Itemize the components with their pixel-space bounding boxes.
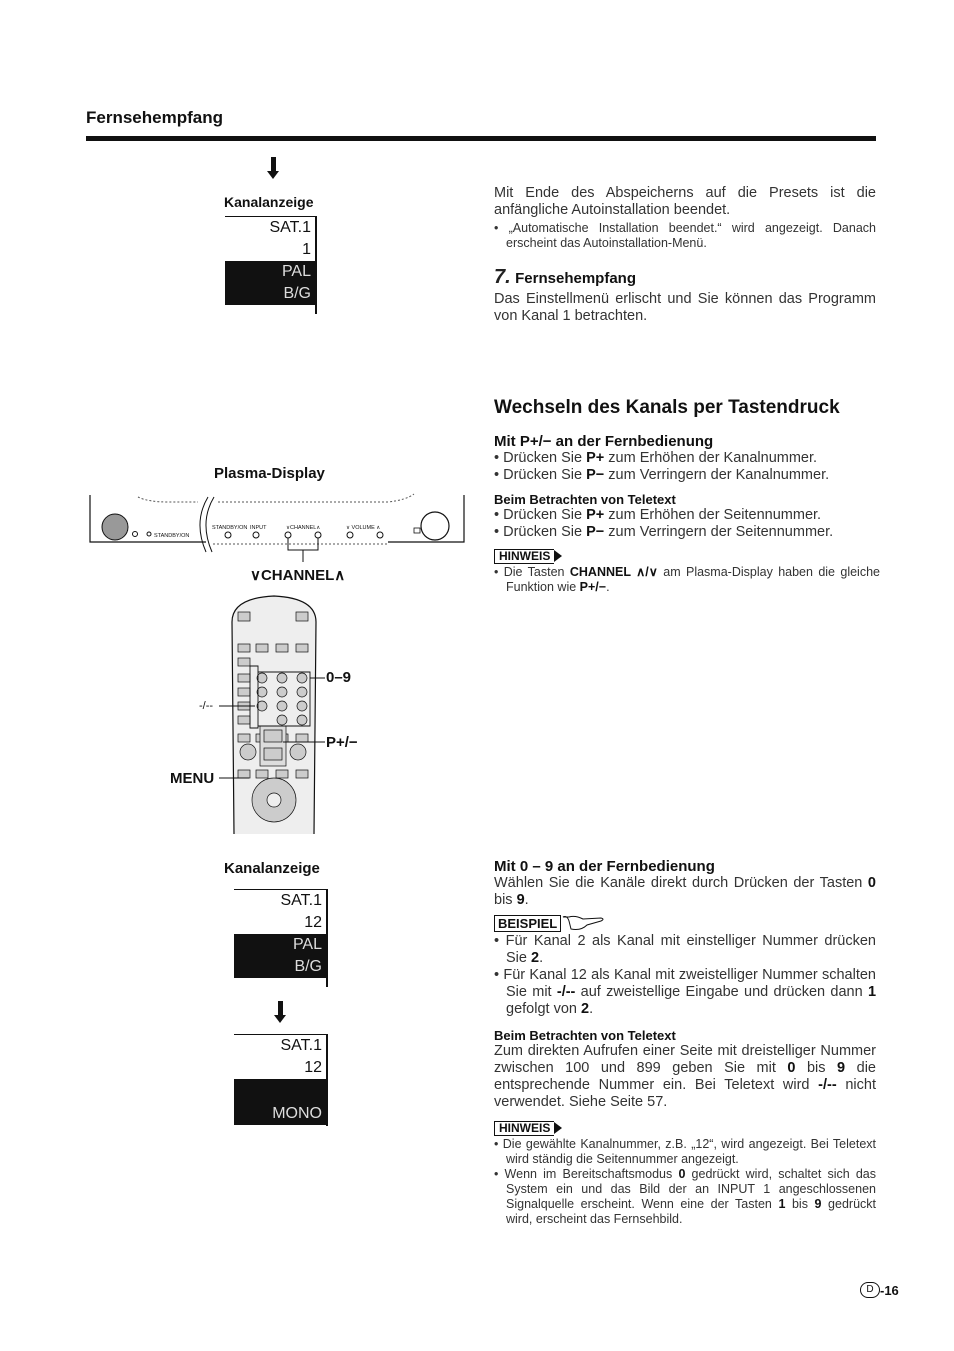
sub2-e2-pre: Für Kanal 12 als Kanal mit zweistelliger Nummer schalten Sie mit [503,967,876,1000]
osd3-line-2: 12 [234,1057,326,1079]
step-7-heading [494,266,876,289]
step-7-text: Das Einstellmenü erlischt und Sie können das Programm von Kanal 1 betrachten. [494,291,876,324]
intro-paragraph: Mit Ende des Abspeicherns auf die Presets ist die anfängliche Autoinstallation beendet. [494,185,876,218]
osd1-line-3: PAL [225,261,315,283]
sub2-h2-k1: 0 [678,1167,686,1181]
sub2-intro-k1: 0 [867,875,876,891]
sub2-example-tag: BEISPIEL [494,915,561,932]
osd3-channel-display [234,1034,328,1126]
sub1-teletext-bullet-1: • Drücken Sie P+ zum Erhöhen der Seitennummer. [494,507,822,523]
sub1-hint-pre: Die Tasten [503,565,570,579]
sub2-tt-k1: 0 [787,1060,796,1076]
sub2-h2-k2: 1 [778,1197,786,1211]
sub2-intro-k2: 9 [516,892,525,908]
panel-standby-top-label: STANDBY/ON [212,525,248,531]
osd2-caption: Kanalanzeige [224,860,320,877]
sub2-e2-mid2: gefolgt von [506,1001,581,1017]
sub2-tt-mid: bis [795,1060,838,1076]
sub2-e2-mid: auf zweistellige Eingabe und drücken dann [575,984,868,1000]
sub2-hint-1: • Die gewählte Kanalnummer, z.B. „12“, wird angezeigt. Bei Teletext wird ständig die Seitennummer angezeigt. [494,1137,876,1166]
sub2-title: Mit 0 – 9 an der Fernbedienung [494,858,715,875]
sub1-bullet-2: • Drücken Sie P− zum Verringern der Kanalnummer. [494,467,830,483]
panel-volume-label: ∨ VOLUME ∧ [346,525,381,531]
sub1-t1-post: zum Erhöhen der Seitennummer. [604,507,822,523]
sub2-tt-k2: 9 [837,1060,846,1076]
sub1-teletext-bullet-2: • Drücken Sie P− zum Verringern der Seitennummer. [494,524,834,540]
osd2-line-3: PAL [234,934,326,956]
sub1-b2-key: P− [586,467,605,483]
channel-buttons-label: ∨CHANNEL∧ [250,567,346,584]
sub1-t2-pre: Drücken Sie [503,524,587,540]
sub1-hint-end: . [606,580,610,594]
sub2-hint-tag: HINWEIS [494,1121,554,1136]
sub2-tt-mid2: die entsprechende Nummer ein. Bei Teletext wird [494,1060,876,1093]
osd2-line-2: 12 [234,912,326,934]
remote-label-p-plus-minus: P+/− [326,734,358,751]
sub1-t2-key: P− [586,524,605,540]
hint-arrow-icon [554,1122,562,1134]
sub1-hint-sym: ∧/∨ [630,565,658,579]
sub1-hint-key2: P+/− [579,580,607,594]
header-rule [86,136,876,141]
sub2-intro-pre: Wählen Sie die Kanäle direkt durch Drücken der Tasten [494,875,868,891]
sub1-b1-post: zum Erhöhen der Kanalnummer. [604,450,818,466]
remote-label-0-9: 0–9 [326,669,352,686]
sub2-e2-key2: 1 [867,984,877,1000]
sub2-teletext-text [494,1043,876,1111]
osd1-channel-display [225,216,317,314]
sub1-hint-text: • Die Tasten CHANNEL ∧/∨ am Plasma-Display haben die gleiche Funktion wie P+/−. [494,565,880,594]
osd2-channel-display [234,889,328,987]
page-number-text: -16 [880,1282,899,1298]
osd1-caption: Kanalanzeige [224,194,314,210]
sub2-e2-key1: -/-- [556,984,576,1000]
sub2-intro-end: . [524,892,529,908]
sub1-hint-tag: HINWEIS [494,549,554,564]
sub1-hint-key1: CHANNEL [569,565,631,579]
osd1-line-2: 1 [225,239,315,261]
sub1-hint-badge [494,547,880,565]
sub2-tt-k3: -/-- [818,1077,837,1093]
sub2-tt-pre: Zum direkten Aufrufen einer Seite mit dreistelliger Nummer zwischen 100 und 899 geben Sie mit [494,1043,876,1076]
sub2-intro-mid: bis [494,892,517,908]
sub2-e2-end: . [589,1001,594,1017]
arrow-down-icon [274,1001,286,1023]
panel-input-label: INPUT [250,525,267,531]
sub1-b2-post: zum Verringern der Kanalnummer. [604,467,830,483]
section-title: Wechseln des Kanals per Tastendruck [494,397,840,418]
sub1-t2-post: zum Verringern der Seitennummer. [604,524,834,540]
sub1-b2-pre: Drücken Sie [503,467,587,483]
page-number-circle: D [860,1282,880,1298]
sub1-teletext-title: Beim Betrachten von Teletext [494,492,676,507]
sub2-example-1: • Für Kanal 2 als Kanal mit einstelliger Nummer drücken Sie 2. [494,933,876,966]
sub1-b1-key: P+ [586,450,605,466]
page-number [860,1282,899,1298]
plasma-display-panel [88,492,468,562]
sub2-e1-key: 2 [531,950,540,966]
page-header-title: Fernsehempfang [86,108,223,127]
sub2-tt-end: nicht verwendet. Siehe Seite 57. [494,1077,876,1110]
intro-bullet: • „Automatische Installation beendet.“ wird angezeigt. Danach erscheint das Autoinstallation-Menü. [494,221,876,250]
sub1-bullet-1: • Drücken Sie P+ zum Erhöhen der Kanalnummer. [494,450,818,466]
sub2-e1-pre: Für Kanal 2 als Kanal mit einstelliger Nummer drücken Sie [505,933,876,966]
sub2-intro [494,875,876,909]
sub1-b1-pre: Drücken Sie [503,450,587,466]
sub2-h2-pre: Wenn im Bereitschaftsmodus [504,1167,679,1181]
remote-label-menu: MENU [170,770,215,787]
sub1-hint-mid: am Plasma-Display haben die gleiche Funktion wie [506,565,880,594]
osd2-line-1: SAT.1 [234,889,326,912]
sub2-e1-end: . [539,950,544,966]
sub2-h2-end: gedrückt wird, erscheint das Fernsehbild. [506,1197,876,1226]
sub2-h2-k3: 9 [814,1197,822,1211]
arrow-down-icon [267,157,279,179]
panel-standby-label: STANDBY/ON [154,533,190,539]
remote-label-dash: -/-- [199,700,214,712]
plasma-display-caption: Plasma-Display [214,465,325,482]
osd3-line-4: MONO [234,1103,326,1125]
step-7-title: Fernsehempfang [515,270,636,287]
intro-bullet-text: „Automatische Installation beendet.“ wird angezeigt. Danach erscheint das Autoinstallation-Menü. [506,221,876,250]
osd2-line-4: B/G [234,956,326,978]
sub2-h1-text: Die gewählte Kanalnummer, z.B. „12“, wird angezeigt. Bei Teletext wird ständig die Seitennummer angezeigt. [502,1137,876,1166]
sub2-hint-2: • Wenn im Bereitschaftsmodus 0 gedrückt wird, schaltet sich das System ein und das Bild der an INPUT 1 angeschlossenen Signalquelle erscheint. Wenn eine der Tasten 1 bis 9 gedrückt wird, erscheint das Fernsehbild. [494,1167,876,1226]
sub2-e2-key3: 2 [580,1001,590,1017]
panel-channel-label: ∨CHANNEL∧ [286,525,321,531]
sub2-h2-mid2: bis [785,1197,815,1211]
step-7-number: 7. [494,266,511,288]
sub2-example-badge [494,913,876,933]
sub2-example-2: • Für Kanal 12 als Kanal mit zweistelliger Nummer schalten Sie mit -/-- auf zweistellige Eingabe und drücken dann 1 gefolgt von 2. [494,967,877,1017]
osd1-line-4: B/G [225,283,315,305]
sub1-t1-pre: Drücken Sie [503,507,587,523]
pointing-hand-icon [561,913,605,933]
sub1-title: Mit P+/− an der Fernbedienung [494,433,714,450]
sub2-hint-badge [494,1119,876,1137]
hint-arrow-icon [554,550,562,562]
sub2-teletext-title: Beim Betrachten von Teletext [494,1028,676,1043]
sub2-h2-mid: gedrückt wird, schaltet sich das System ein und das Bild der an INPUT 1 angeschlossenen Signalquelle erscheint. Wenn eine der Tasten [506,1167,876,1211]
osd1-line-1: SAT.1 [225,216,315,239]
osd3-line-1: SAT.1 [234,1034,326,1057]
osd3-line-3 [234,1079,326,1103]
sub1-t1-key: P+ [586,507,605,523]
